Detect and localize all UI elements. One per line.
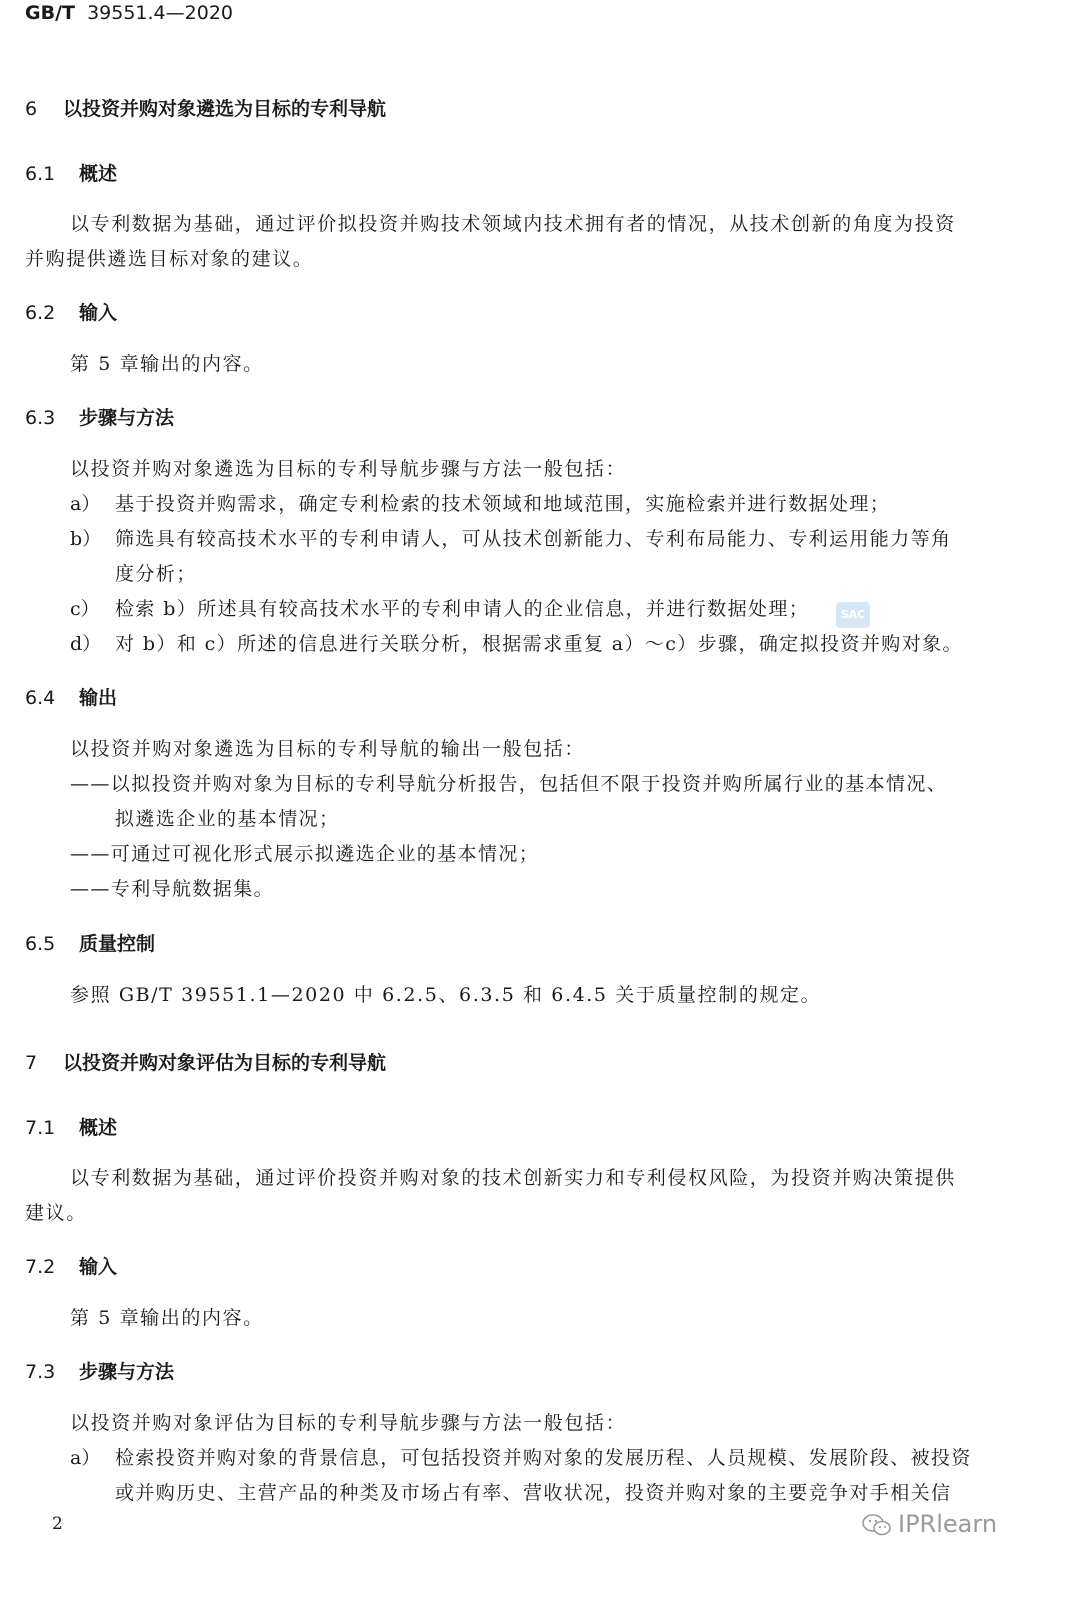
list-label: a） <box>70 493 101 515</box>
list-text: 对 b）和 c）所述的信息进行关联分析，根据需求重复 a）～c）步骤，确定拟投资并购对象。 <box>115 633 963 655</box>
section-number: 7.3 <box>25 1361 56 1383</box>
section-title: 质量控制 <box>79 933 156 955</box>
paragraph-line: 以投资并购对象遴选为目标的专利导航的输出一般包括： <box>70 738 586 760</box>
paragraph-line: 第 5 章输出的内容。 <box>70 1307 264 1329</box>
section-number: 7.2 <box>25 1256 56 1278</box>
section-6-5-heading <box>25 929 155 956</box>
std-number: 39551.4—2020 <box>87 2 234 24</box>
paragraph-line: 参照 GB/T 39551.1—2020 中 6.2.5、6.3.5 和 6.4.5 关于质量控制的规定。 <box>70 984 822 1006</box>
list-text: 筛选具有较高技术水平的专利申请人，可从技术创新能力、专利布局能力、专利运用能力等角 <box>115 528 952 550</box>
chapter-number: 6 <box>25 98 38 120</box>
paragraph-line: 以投资并购对象遴选为目标的专利导航步骤与方法一般包括： <box>70 458 627 480</box>
page-number: 2 <box>52 1514 63 1534</box>
list-item <box>70 594 809 621</box>
section-number: 6.4 <box>25 687 56 709</box>
section-title: 输出 <box>79 687 118 709</box>
section-number: 6.5 <box>25 933 56 955</box>
section-6-1-heading <box>25 159 117 186</box>
section-title: 输入 <box>79 1256 118 1278</box>
section-number: 6.3 <box>25 407 56 429</box>
section-7-1-heading <box>25 1113 117 1140</box>
section-6-2-heading <box>25 298 117 325</box>
list-item-continuation: 或并购历史、主营产品的种类及市场占有率、营收状况，投资并购对象的主要竞争对手相关信 <box>115 1482 952 1504</box>
list-text: 基于投资并购需求，确定专利检索的技术领域和地域范围，实施检索并进行数据处理； <box>115 493 891 515</box>
chapter-number: 7 <box>25 1052 38 1074</box>
list-label: c） <box>70 598 100 620</box>
chapter-7-heading <box>25 1048 386 1075</box>
chapter-title: 以投资并购对象评估为目标的专利导航 <box>63 1052 387 1074</box>
section-6-3-heading <box>25 403 174 430</box>
dash-item: ——专利导航数据集。 <box>70 878 275 900</box>
section-number: 6.2 <box>25 302 56 324</box>
section-6-4-heading <box>25 683 117 710</box>
section-title: 输入 <box>79 302 118 324</box>
dash-item: ——以拟投资并购对象为目标的专利导航分析报告，包括但不限于投资并购所属行业的基本情况、 <box>70 773 948 795</box>
chapter-title: 以投资并购对象遴选为目标的专利导航 <box>63 98 387 120</box>
section-title: 步骤与方法 <box>79 407 175 429</box>
dash-item: ——可通过可视化形式展示拟遴选企业的基本情况； <box>70 843 540 865</box>
list-item <box>70 524 951 551</box>
section-7-3-heading <box>25 1357 174 1384</box>
dash-item-continuation: 拟遴选企业的基本情况； <box>115 808 340 830</box>
section-title: 概述 <box>79 163 118 185</box>
list-item <box>70 1443 972 1470</box>
list-label: b） <box>70 528 102 550</box>
list-text: 检索投资并购对象的背景信息，可包括投资并购对象的发展历程、人员规模、发展阶段、被投资 <box>115 1447 972 1469</box>
paragraph-line: 第 5 章输出的内容。 <box>70 353 264 375</box>
section-number: 7.1 <box>25 1117 56 1139</box>
paragraph-line: 以专利数据为基础，通过评价投资并购对象的技术创新实力和专利侵权风险，为投资并购决策提供 <box>70 1167 956 1189</box>
section-number: 6.1 <box>25 163 56 185</box>
section-title: 步骤与方法 <box>79 1361 175 1383</box>
watermark <box>862 1510 997 1538</box>
list-text: 检索 b）所述具有较高技术水平的专利申请人的企业信息，并进行数据处理； <box>115 598 810 620</box>
list-item <box>70 489 890 516</box>
chapter-6-heading <box>25 94 386 121</box>
paragraph-line: 并购提供遴选目标对象的建议。 <box>25 248 314 270</box>
paragraph-line: 以投资并购对象评估为目标的专利导航步骤与方法一般包括： <box>70 1412 627 1434</box>
list-label: a） <box>70 1447 101 1469</box>
sac-stamp-icon: SAC <box>836 602 870 628</box>
std-code: GB/T <box>25 2 75 24</box>
paragraph-line: 建议。 <box>25 1202 87 1224</box>
section-7-2-heading <box>25 1252 117 1279</box>
paragraph-line: 以专利数据为基础，通过评价拟投资并购技术领域内技术拥有者的情况，从技术创新的角度为投资 <box>70 213 956 235</box>
standard-header <box>25 2 233 24</box>
section-title: 概述 <box>79 1117 118 1139</box>
list-item-continuation: 度分析； <box>115 563 197 585</box>
list-label: d） <box>70 633 102 655</box>
wechat-icon <box>862 1514 892 1536</box>
watermark-text: IPRlearn <box>898 1510 998 1538</box>
list-item <box>70 629 963 656</box>
